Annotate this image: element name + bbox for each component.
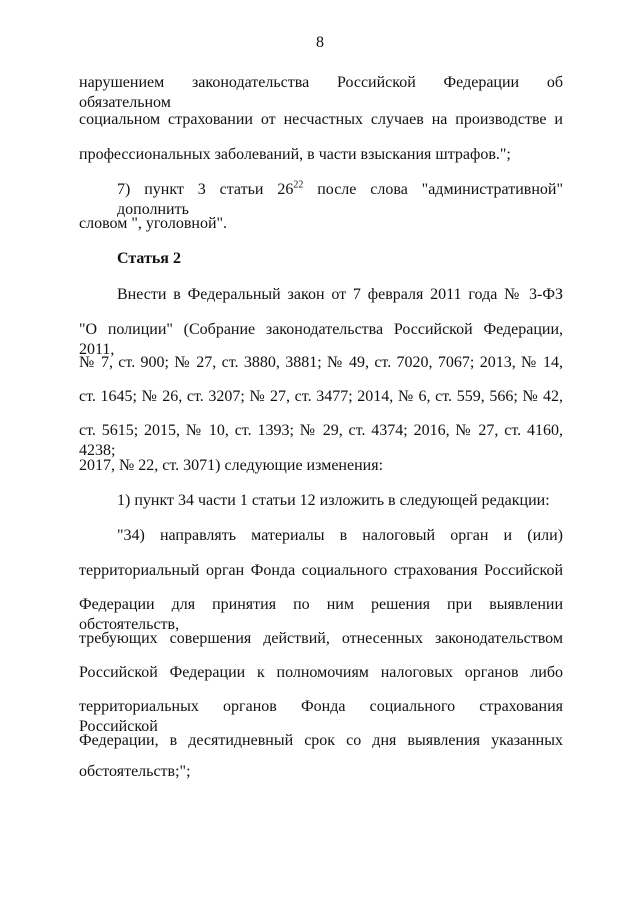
text-line-21: обстоятельств;"; [79,763,191,780]
text-line-13: 1) пункт 34 части 1 статьи 12 изложить в следующей редакции: [117,492,550,509]
text-line-10: ст. 1645; № 26, ст. 3207; № 27, ст. 3477; 2014, № 6, ст. 559, 566; № 42, [79,388,563,405]
text-line-8: "О полиции" (Собрание законодательства Российской Федерации, 2011, [79,321,563,358]
text-line-5: словом ", уголовной". [79,215,228,232]
item-7-text: 7) пункт 3 статьи 26 [117,181,294,198]
article-heading: Статья 2 [117,250,181,267]
text-line-20: Федерации, в десятидневный срок со дня выявления указанных [79,732,563,749]
superscript-22: 22 [293,179,304,191]
text-line-14: "34) направлять материалы в налоговый орган и (или) [117,527,563,544]
text-line-1: нарушением законодательства Российской Федерации об обязательном [79,74,563,111]
text-line-11: ст. 5615; 2015, № 10, ст. 1393; № 29, ст. 4374; 2016, № 27, ст. 4160, 4238; [79,422,563,459]
text-line-16: Федерации для принятия по ним решения при выявлении обстоятельств, [79,596,563,633]
text-line-17: требующих совершения действий, отнесенных законодательством [79,630,563,647]
text-line-3: профессиональных заболеваний, в части взыскания штрафов."; [79,146,511,163]
text-line-15: территориальный орган Фонда социального страхования Российской [79,562,563,579]
item-7-text-cont: после слова "административной" дополнить [117,181,563,218]
text-line-7: Внести в Федеральный закон от 7 февраля 2011 года № 3-ФЗ [117,286,563,303]
text-line-9: № 7, ст. 900; № 27, ст. 3880, 3881; № 49, ст. 7020, 7067; 2013, № 14, [79,354,563,371]
text-line-19: территориальных органов Фонда социального страхования Российской [79,698,563,735]
text-line-12: 2017, № 22, ст. 3071) следующие изменения: [79,457,384,474]
text-line-18: Российской Федерации к полномочиям налоговых органов либо [79,664,563,681]
page-number: 8 [316,34,324,51]
text-line-2: социальном страховании от несчастных случаев на производстве и [79,111,563,128]
